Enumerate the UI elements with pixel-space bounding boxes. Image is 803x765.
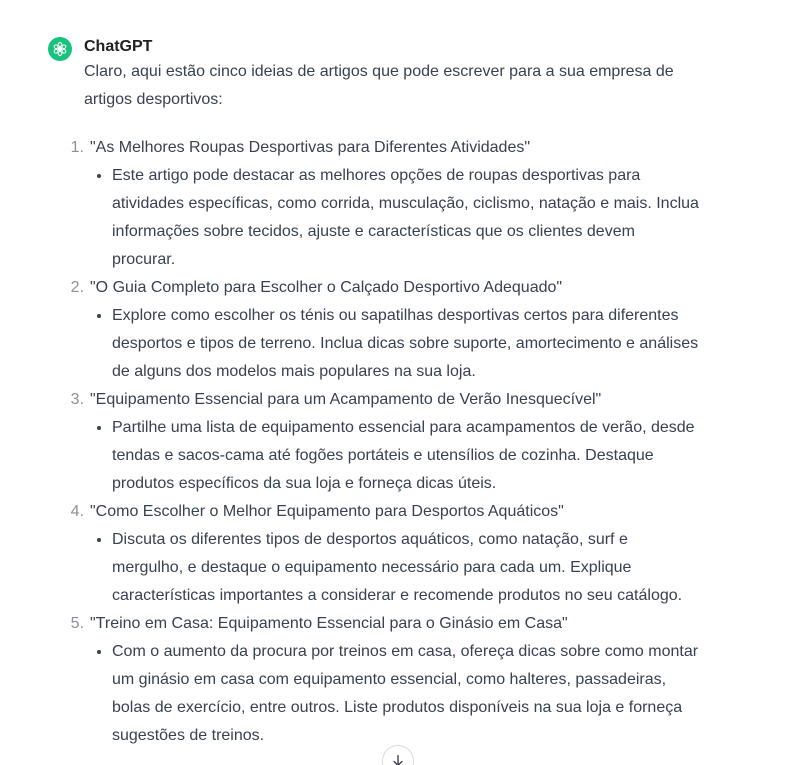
idea-detail [90,302,702,386]
list-number: 3. [70,391,84,408]
bullet-icon [97,426,101,430]
list-item [54,610,699,750]
idea-details [90,162,699,274]
idea-detail-text: Com o aumento da procura por treinos em casa, ofereça dicas sobre como montar um ginásio em casa com equipamento essencial, como halteres, passadeiras, bolas de exercício, entre outros. Liste produtos disponíveis na sua loja e forneça sugestões de treinos. [112,643,699,744]
arrow-down-icon [391,754,405,765]
idea-detail [90,414,702,498]
idea-details [90,414,695,498]
ideas-list [54,134,699,750]
idea-title: "O Guia Completo para Escolher o Calçado Desportivo Adequado" [90,279,563,296]
idea-details [90,638,699,750]
bullet-icon [97,538,101,542]
list-number: 4. [70,503,84,520]
idea-detail [90,526,702,610]
bullet-icon [97,314,101,318]
list-number: 2. [70,279,84,296]
idea-title: "Treino em Casa: Equipamento Essencial para o Ginásio em Casa" [90,615,568,632]
idea-detail-text: Partilhe uma lista de equipamento essencial para acampamentos de verão, desde tendas e sacos-cama até fogões portáteis e utensílios de cozinha. Destaque produtos específicos da sua loja e forneça dicas úteis. [112,419,695,492]
message-content [70,36,708,750]
openai-logo-icon [48,37,72,61]
list-item [54,386,695,498]
list-item [54,134,699,274]
idea-detail-text: Este artigo pode destacar as melhores opções de roupas desportivas para atividades específicas, como corrida, musculação, ciclismo, natação e mais. Inclua informações sobre tecidos, ajuste e características que os clientes devem procurar. [112,167,699,268]
message-intro: Claro, aqui estão cinco ideias de artigos que pode escrever para a sua empresa de artigos desportivos: [84,63,674,108]
idea-detail-text: Discuta os diferentes tipos de desportos aquáticos, como natação, surf e mergulho, e destaque o equipamento necessário para cada um. Explique características importantes a considerar e recomende produtos no seu catálogo. [112,531,683,604]
idea-title: "Como Escolher o Melhor Equipamento para Desportos Aquáticos" [90,503,564,520]
message-author: ChatGPT [84,38,153,55]
idea-details [90,526,683,610]
idea-detail [90,162,702,274]
list-item [54,498,683,610]
idea-detail-text: Explore como escolher os ténis ou sapatilhas desportivas certos para diferentes desportos e tipos de terreno. Inclua dicas sobre suporte, amortecimento e análises de alguns dos modelos mais populares na sua loja. [112,307,699,380]
bullet-icon [97,174,101,178]
list-number: 1. [70,139,84,156]
bullet-icon [97,650,101,654]
idea-detail [90,638,702,750]
idea-title: "Equipamento Essencial para um Acampamento de Verão Inesquecível" [90,391,602,408]
list-number: 5. [70,615,84,632]
list-item [54,274,699,386]
idea-details [90,302,699,386]
idea-title: "As Melhores Roupas Desportivas para Diferentes Atividades" [90,139,531,156]
